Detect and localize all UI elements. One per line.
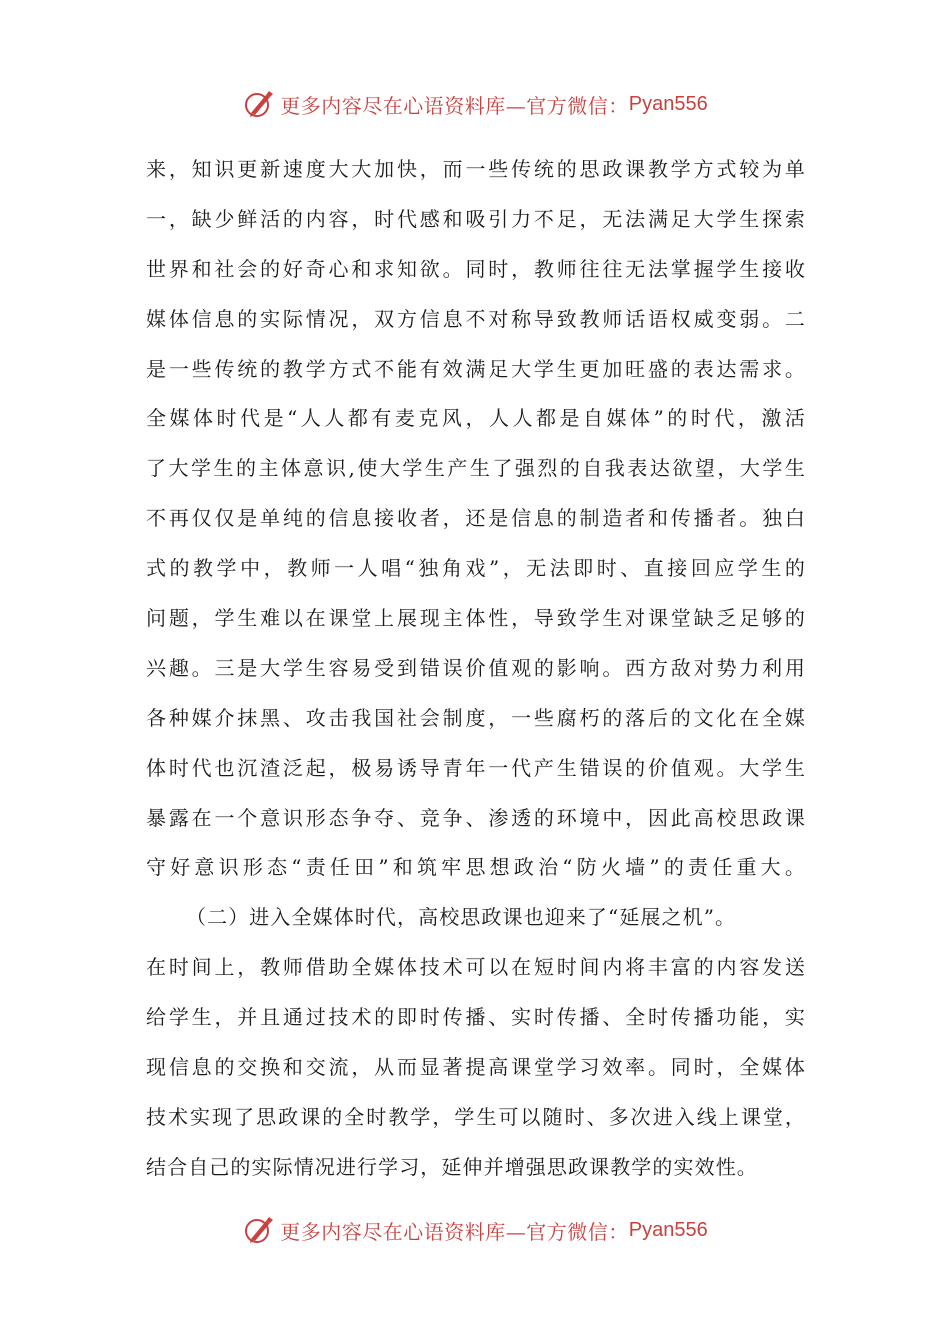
watermark-text: 更多内容尽在心语资料库—官方微信： (280, 93, 629, 118)
pen-circle-icon (242, 87, 276, 121)
text-line: 技术实现了思政课的全时教学，学生可以随时、多次进入线上课堂， (146, 1104, 806, 1129)
text-line: 结合自己的实际情况进行学习，延伸并增强思政课教学的实效性。 (146, 1154, 758, 1179)
pen-circle-icon (242, 1213, 276, 1247)
text-line: 全媒体时代是“人人都有麦克风，人人都是自媒体”的时代，激活 (146, 406, 806, 431)
text-line: 媒体信息的实际情况，双方信息不对称导致教师话语权威变弱。二 (146, 306, 806, 331)
watermark-text: 更多内容尽在心语资料库—官方微信： (280, 1219, 629, 1244)
text-line: 现信息的交换和交流，从而显著提高课堂学习效率。同时，全媒体 (146, 1055, 806, 1080)
text-line: 暴露在一个意识形态争夺、竞争、渗透的环境中，因此高校思政课 (146, 805, 806, 830)
watermark-wechat-id: Pyan556 (628, 1218, 708, 1241)
text-line: 一，缺少鲜活的内容，时代感和吸引力不足，无法满足大学生探索 (146, 206, 806, 231)
text-line: 兴趣。三是大学生容易受到错误价值观的影响。西方敌对势力利用 (146, 655, 806, 680)
header-watermark (0, 84, 950, 124)
text-line: 世界和社会的好奇心和求知欲。同时，教师往往无法掌握学生接收 (146, 256, 806, 281)
body-text (146, 145, 806, 1193)
paragraph-heading-line: （二）进入全媒体时代，高校思政课也迎来了“延展之机”。 (186, 905, 737, 930)
text-line: 守好意识形态“责任田”和筑牢思想政治“防火墙”的责任重大。 (146, 855, 806, 880)
text-line: 来，知识更新速度大大加快，而一些传统的思政课教学方式较为单 (146, 157, 806, 181)
text-line: 给学生，并且通过技术的即时传播、实时传播、全时传播功能，实 (146, 1005, 806, 1030)
text-line: 问题，学生难以在课堂上展现主体性，导致学生对课堂缺乏足够的 (146, 606, 806, 631)
text-line: 各种媒介抹黑、攻击我国社会制度，一些腐朽的落后的文化在全媒 (146, 705, 806, 730)
text-line: 不再仅仅是单纯的信息接收者，还是信息的制造者和传播者。独白 (146, 506, 806, 531)
watermark-wechat-id: Pyan556 (628, 92, 708, 115)
footer-watermark (0, 1210, 950, 1250)
text-line: 式的教学中，教师一人唱“独角戏”，无法即时、直接回应学生的 (146, 556, 806, 581)
text-line: 了大学生的主体意识,使大学生产生了强烈的自我表达欲望，大学生 (146, 456, 806, 481)
text-line: 是一些传统的教学方式不能有效满足大学生更加旺盛的表达需求。 (146, 356, 806, 381)
text-line: 在时间上，教师借助全媒体技术可以在短时间内将丰富的内容发送 (146, 955, 806, 980)
text-line: 体时代也沉渣泛起，极易诱导青年一代产生错误的价值观。大学生 (146, 755, 806, 780)
